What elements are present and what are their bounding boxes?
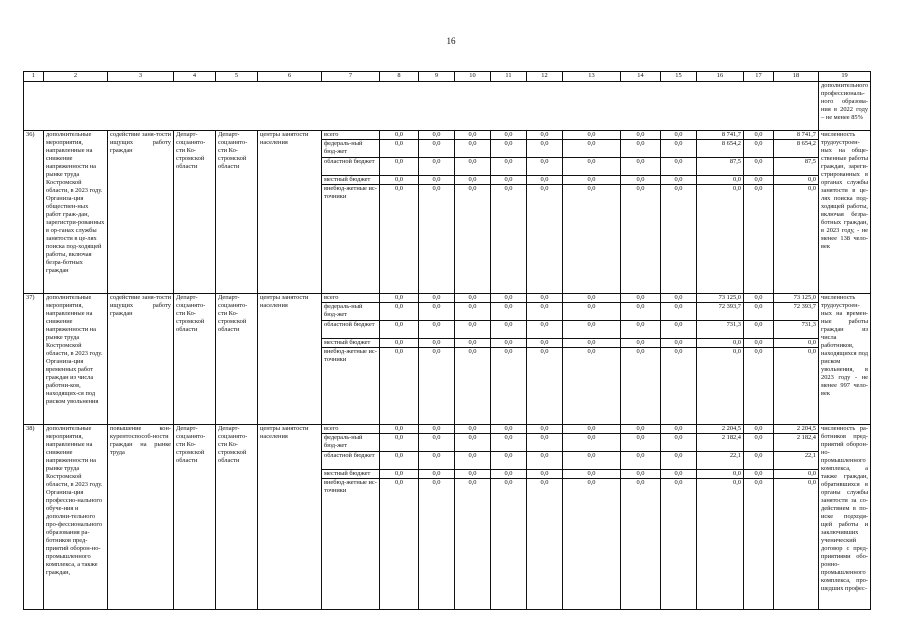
amount-value: 0,0 <box>661 303 696 321</box>
executor-text: Департ-соцзанято-сти Ко-стромской области <box>174 294 216 425</box>
measure-text: дополнительные мероприятия, направленные на снижение напряженности на рынке труда Костромской области, в 2023 году. Организа-ция обществен-ных работ граж-дан, зарегистри-рованных в ор-ганах службы занятости в це-лях поиска под-ходящей работы, включая безра-ботных граждан <box>44 131 108 294</box>
amount-value: 0,0 <box>455 131 490 140</box>
amount-value: 0,0 <box>527 294 562 303</box>
column-number-19: 19 <box>819 72 871 82</box>
amount-value: 0,0 <box>527 425 562 434</box>
funding-sources <box>322 294 380 425</box>
column-number-11: 11 <box>491 72 527 82</box>
amount-value: 0,0 <box>491 158 526 176</box>
amount-value: 0,0 <box>744 176 773 185</box>
amount-value: 0,0 <box>744 452 773 470</box>
amount-cell <box>491 425 527 610</box>
column-number-2: 2 <box>44 72 108 82</box>
coexecutor-text: Департ-соцзанято-сти Ко-стромской области <box>216 131 258 294</box>
amount-value: 0,0 <box>636 185 645 192</box>
amount-value: 0,0 <box>774 176 818 185</box>
amount-value: 0,0 <box>419 303 454 321</box>
column-number-18: 18 <box>774 72 819 82</box>
amount-cell <box>380 294 419 425</box>
amount-value: 0,0 <box>697 339 743 348</box>
column-number-17: 17 <box>744 72 774 82</box>
amount-value: 0,0 <box>661 425 696 434</box>
funding-source-label: федераль-ный бюд-жет <box>322 140 379 158</box>
amount-value: 0,0 <box>419 452 454 470</box>
amount-value: 0,0 <box>468 185 477 192</box>
amount-value: 0,0 <box>491 294 526 303</box>
amount-value: 0,0 <box>455 434 490 452</box>
funding-source-label: всего <box>322 425 379 434</box>
amount-cell <box>661 425 697 610</box>
result-text: численность трудоустроен-ных на обще-ственные работы граждан, зареги-стрированных в органах службы занятости в це-лях поиска под-ходящей работы, включая безра-ботных граждан, в 2023 году, - не менее 138 чело-век <box>819 131 871 294</box>
column-number-row <box>24 72 871 82</box>
funding-source-label: внебюд-жетные ис-точники <box>324 479 377 494</box>
amount-value: 0,0 <box>774 470 818 479</box>
row-number: 38) <box>24 425 44 610</box>
funding-source-label: местный бюджет <box>322 470 379 479</box>
amount-value: 0,0 <box>491 452 526 470</box>
amount-value: 0,0 <box>621 303 660 321</box>
amount-value: 0,0 <box>504 348 513 355</box>
funding-sources <box>322 425 380 610</box>
funding-sources <box>322 131 380 294</box>
funding-source-label: внебюд-жетные ис-точники <box>324 348 377 363</box>
amount-value: 0,0 <box>661 321 696 339</box>
amount-value: 0,0 <box>455 176 490 185</box>
result-text: численность трудоустроен-ных на времен-ные работы граждан из числа работников, находящихся под риском увольнения, в 2023 году - не менее 997 чело-век <box>819 294 871 425</box>
column-number-12: 12 <box>527 72 563 82</box>
amount-value: 0,0 <box>661 176 696 185</box>
amount-value: 0,0 <box>563 176 620 185</box>
amount-value: 0,0 <box>744 131 773 140</box>
amount-cell <box>455 294 491 425</box>
funding-source-label: внебюд-жетные ис-точники <box>324 185 377 200</box>
amount-value: 0,0 <box>491 140 526 158</box>
amount-value: 0,0 <box>419 321 454 339</box>
measure-text: дополнительные мероприятия, направленные на снижение напряженности на рынке труда Костромской области, в 2023 году. Организа-ция временных работ граждан из числа работни-ков, находящих-ся под риском увольнения <box>44 294 108 425</box>
amount-value: 0,0 <box>432 479 441 486</box>
funding-source-label: местный бюджет <box>322 339 379 348</box>
funding-source-label: местный бюджет <box>322 176 379 185</box>
amount-value: 0,0 <box>563 452 620 470</box>
participant-text: центры занятости населения <box>258 131 322 294</box>
amount-value: 0,0 <box>491 339 526 348</box>
amount-value: 0,0 <box>527 434 562 452</box>
amount-cell <box>491 294 527 425</box>
amount-value: 72 393,7 <box>697 303 743 321</box>
amount-value: 0,0 <box>674 348 683 355</box>
amount-value: 87,5 <box>697 158 743 176</box>
amount-value: 0,0 <box>621 131 660 140</box>
coexecutor-text: Департ-соцзанято-сти Ко-стромской области <box>216 425 258 610</box>
amount-value: 73 125,0 <box>697 294 743 303</box>
funding-source-label: областной бюджет <box>322 321 379 339</box>
amount-value: 0,0 <box>527 339 562 348</box>
amount-value: 0,0 <box>455 140 490 158</box>
column-number-6: 6 <box>258 72 322 82</box>
amount-value: 0,0 <box>661 339 696 348</box>
amount-value: 0,0 <box>661 158 696 176</box>
amount-value: 0,0 <box>621 321 660 339</box>
column-number-3: 3 <box>108 72 174 82</box>
amount-value: 0,0 <box>380 140 418 158</box>
result-text: численность ра-ботников пред-приятий оборон-но-промышленного комплекса, а также граждан, обратившихся в органы службы занятости за со-действием в по-иске подходя-щей работы и заключивших ученический договор с пред-приятиями обо-ронно-промышленного комплекса, про-шедших профес- <box>819 425 871 610</box>
column-number-15: 15 <box>661 72 697 82</box>
amount-value: 0,0 <box>419 176 454 185</box>
amount-value: 0,0 <box>491 176 526 185</box>
amount-value: 0,0 <box>621 176 660 185</box>
amount-value: 0,0 <box>380 294 418 303</box>
amount-value: 8 654,2 <box>774 140 818 158</box>
amount-value: 0,0 <box>527 303 562 321</box>
goal-text: повышение кон-курентоспособ-ности граждан на рынке труда <box>108 425 174 610</box>
amount-value: 0,0 <box>661 434 696 452</box>
amount-cell <box>563 294 621 425</box>
amount-value: 0,0 <box>587 479 596 486</box>
amount-cell <box>774 294 819 425</box>
amount-value: 0,0 <box>563 158 620 176</box>
amount-value: 0,0 <box>527 176 562 185</box>
column-number-10: 10 <box>455 72 491 82</box>
amount-value: 0,0 <box>563 140 620 158</box>
amount-value: 0,0 <box>380 303 418 321</box>
amount-value: 0,0 <box>527 140 562 158</box>
amount-value: 22,1 <box>774 452 818 470</box>
amount-value: 731,3 <box>697 321 743 339</box>
participant-text: центры занятости населения <box>258 425 322 610</box>
amount-value: 0,0 <box>744 434 773 452</box>
amount-value: 0,0 <box>661 131 696 140</box>
amount-value: 0,0 <box>636 479 645 486</box>
amount-value: 0,0 <box>395 185 403 192</box>
goal-text: содействие заня-тости ищущих работу граждан <box>108 294 174 425</box>
amount-value: 0,0 <box>380 339 418 348</box>
amount-value: 0,0 <box>754 348 763 355</box>
amount-cell <box>697 294 744 425</box>
amount-value: 0,0 <box>744 339 773 348</box>
amount-value: 0,0 <box>744 321 773 339</box>
amount-value: 0,0 <box>455 303 490 321</box>
amount-cell <box>621 425 661 610</box>
amount-value: 0,0 <box>621 158 660 176</box>
amount-value: 0,0 <box>563 294 620 303</box>
amount-value: 0,0 <box>419 294 454 303</box>
amount-value: 0,0 <box>744 470 773 479</box>
amount-cell <box>527 294 563 425</box>
amount-value: 0,0 <box>754 479 763 486</box>
amount-cell <box>491 131 527 294</box>
amount-value: 0,0 <box>419 339 454 348</box>
amount-value: 0,0 <box>661 140 696 158</box>
amount-value: 0,0 <box>380 176 418 185</box>
amount-value: 0,0 <box>697 176 743 185</box>
amount-value: 0,0 <box>419 158 454 176</box>
amount-value: 0,0 <box>491 470 526 479</box>
goal-text: содействие заня-тости ищущих работу граждан <box>108 131 174 294</box>
amount-cell <box>661 294 697 425</box>
amount-value: 0,0 <box>587 185 596 192</box>
amount-value: 0,0 <box>733 479 741 486</box>
amount-value: 0,0 <box>419 470 454 479</box>
amount-value: 0,0 <box>744 140 773 158</box>
amount-value: 22,1 <box>697 452 743 470</box>
amount-value: 0,0 <box>808 479 816 486</box>
amount-value: 0,0 <box>504 185 513 192</box>
amount-cell <box>380 131 419 294</box>
amount-value: 0,0 <box>491 321 526 339</box>
amount-value: 72 393,7 <box>774 303 818 321</box>
amount-value: 0,0 <box>504 479 513 486</box>
column-number-16: 16 <box>697 72 744 82</box>
column-number-4: 4 <box>174 72 216 82</box>
amount-value: 0,0 <box>491 434 526 452</box>
column-number-9: 9 <box>419 72 455 82</box>
amount-value: 0,0 <box>432 185 441 192</box>
amount-value: 0,0 <box>744 303 773 321</box>
page-number: 16 <box>446 36 456 46</box>
amount-value: 731,3 <box>774 321 818 339</box>
amount-value: 0,0 <box>455 425 490 434</box>
measure-row <box>24 131 871 294</box>
amount-cell <box>527 425 563 610</box>
measure-row <box>24 425 871 610</box>
amount-value: 0,0 <box>697 470 743 479</box>
amount-value: 0,0 <box>419 425 454 434</box>
amount-value: 0,0 <box>395 479 403 486</box>
amount-value: 0,0 <box>733 185 741 192</box>
amount-value: 0,0 <box>540 185 549 192</box>
amount-value: 73 125,0 <box>774 294 818 303</box>
amount-value: 0,0 <box>527 321 562 339</box>
column-number-14: 14 <box>621 72 661 82</box>
amount-value: 0,0 <box>621 470 660 479</box>
amount-value: 0,0 <box>527 470 562 479</box>
amount-value: 0,0 <box>380 158 418 176</box>
amount-value: 0,0 <box>455 452 490 470</box>
amount-value: 0,0 <box>587 348 596 355</box>
amount-value: 8 741,7 <box>774 131 818 140</box>
amount-value: 0,0 <box>455 321 490 339</box>
amount-value: 2 204,5 <box>774 425 818 434</box>
amount-cell <box>744 131 774 294</box>
amount-value: 87,5 <box>774 158 818 176</box>
amount-value: 0,0 <box>419 434 454 452</box>
amount-value: 0,0 <box>540 479 549 486</box>
amount-cell <box>744 294 774 425</box>
amount-value: 2 204,5 <box>697 425 743 434</box>
carry-over-blank <box>24 82 819 131</box>
amount-value: 0,0 <box>621 294 660 303</box>
amount-value: 0,0 <box>563 470 620 479</box>
amount-cell <box>621 131 661 294</box>
program-table <box>23 71 871 610</box>
column-number-13: 13 <box>563 72 621 82</box>
participant-text: центры занятости населения <box>258 294 322 425</box>
amount-value: 0,0 <box>621 140 660 158</box>
coexecutor-text: Департ-соцзанято-сти Ко-стромской области <box>216 294 258 425</box>
amount-value: 0,0 <box>540 348 549 355</box>
amount-value: 0,0 <box>455 470 490 479</box>
amount-value: 8 741,7 <box>697 131 743 140</box>
amount-value: 0,0 <box>744 158 773 176</box>
amount-cell <box>419 425 455 610</box>
amount-value: 0,0 <box>563 321 620 339</box>
amount-value: 0,0 <box>733 348 741 355</box>
amount-value: 0,0 <box>744 425 773 434</box>
amount-value: 0,0 <box>661 294 696 303</box>
amount-cell <box>380 425 419 610</box>
amount-value: 0,0 <box>419 131 454 140</box>
amount-cell <box>774 425 819 610</box>
funding-source-label: областной бюджет <box>322 452 379 470</box>
amount-value: 0,0 <box>661 452 696 470</box>
amount-value: 0,0 <box>621 434 660 452</box>
measure-row <box>24 294 871 425</box>
amount-cell <box>419 131 455 294</box>
amount-value: 0,0 <box>432 348 441 355</box>
amount-cell <box>697 131 744 294</box>
amount-value: 0,0 <box>674 185 683 192</box>
funding-source-label: всего <box>322 131 379 140</box>
amount-value: 0,0 <box>621 425 660 434</box>
column-number-1: 1 <box>24 72 44 82</box>
amount-value: 0,0 <box>661 470 696 479</box>
column-number-5: 5 <box>216 72 258 82</box>
row-number: 37) <box>24 294 44 425</box>
amount-value: 0,0 <box>491 425 526 434</box>
amount-value: 0,0 <box>527 158 562 176</box>
amount-value: 0,0 <box>754 185 763 192</box>
row-number: 36) <box>24 131 44 294</box>
amount-value: 0,0 <box>468 479 477 486</box>
amount-value: 0,0 <box>563 425 620 434</box>
amount-value: 0,0 <box>563 131 620 140</box>
funding-source-label: всего <box>322 294 379 303</box>
amount-cell <box>419 294 455 425</box>
amount-value: 0,0 <box>636 348 645 355</box>
amount-value: 0,0 <box>527 131 562 140</box>
amount-cell <box>455 425 491 610</box>
column-number-8: 8 <box>380 72 419 82</box>
amount-value: 0,0 <box>491 131 526 140</box>
amount-value: 8 654,2 <box>697 140 743 158</box>
amount-value: 0,0 <box>621 339 660 348</box>
measure-text: дополнительные мероприятия, направленные на снижение напряженности на рынке труда Костромской области, в 2023 году. Организа-ция профессио-нального обуче-ния и дополни-тельного про-фессионального образования ра-ботников пред-приятий оборон-но-промышленного комплекса, а также граждан, <box>44 425 108 610</box>
amount-cell <box>774 131 819 294</box>
amount-value: 0,0 <box>491 303 526 321</box>
amount-value: 2 182,4 <box>697 434 743 452</box>
executor-text: Департ-соцзанято-сти Ко-стромской области <box>174 425 216 610</box>
amount-value: 0,0 <box>563 339 620 348</box>
amount-cell <box>527 131 563 294</box>
amount-cell <box>661 131 697 294</box>
amount-value: 0,0 <box>380 425 418 434</box>
carry-over-row <box>24 82 871 131</box>
amount-value: 0,0 <box>395 348 403 355</box>
carry-over-result: дополнительного профессиональ-ного образова-ния в 2022 году – не менее 85% <box>819 82 871 131</box>
column-number-7: 7 <box>322 72 380 82</box>
amount-value: 0,0 <box>455 294 490 303</box>
amount-value: 0,0 <box>455 339 490 348</box>
amount-value: 0,0 <box>380 434 418 452</box>
amount-cell <box>697 425 744 610</box>
funding-source-label: областной бюджет <box>322 158 379 176</box>
amount-value: 0,0 <box>744 294 773 303</box>
amount-value: 0,0 <box>808 348 816 355</box>
amount-value: 0,0 <box>674 479 683 486</box>
amount-value: 0,0 <box>621 452 660 470</box>
amount-value: 0,0 <box>468 348 477 355</box>
amount-cell <box>744 425 774 610</box>
amount-cell <box>455 131 491 294</box>
executor-text: Департ-соцзанято-сти Ко-стромской области <box>174 131 216 294</box>
amount-value: 2 182,4 <box>774 434 818 452</box>
amount-value: 0,0 <box>563 303 620 321</box>
amount-cell <box>563 425 621 610</box>
amount-cell <box>621 294 661 425</box>
amount-value: 0,0 <box>774 339 818 348</box>
amount-value: 0,0 <box>527 452 562 470</box>
amount-value: 0,0 <box>380 470 418 479</box>
amount-value: 0,0 <box>380 452 418 470</box>
funding-source-label: федераль-ный бюд-жет <box>322 434 379 452</box>
amount-value: 0,0 <box>380 321 418 339</box>
amount-value: 0,0 <box>808 185 816 192</box>
amount-value: 0,0 <box>563 434 620 452</box>
amount-value: 0,0 <box>455 158 490 176</box>
amount-value: 0,0 <box>380 131 418 140</box>
funding-source-label: федераль-ный бюд-жет <box>322 303 379 321</box>
amount-value: 0,0 <box>419 140 454 158</box>
amount-cell <box>563 131 621 294</box>
